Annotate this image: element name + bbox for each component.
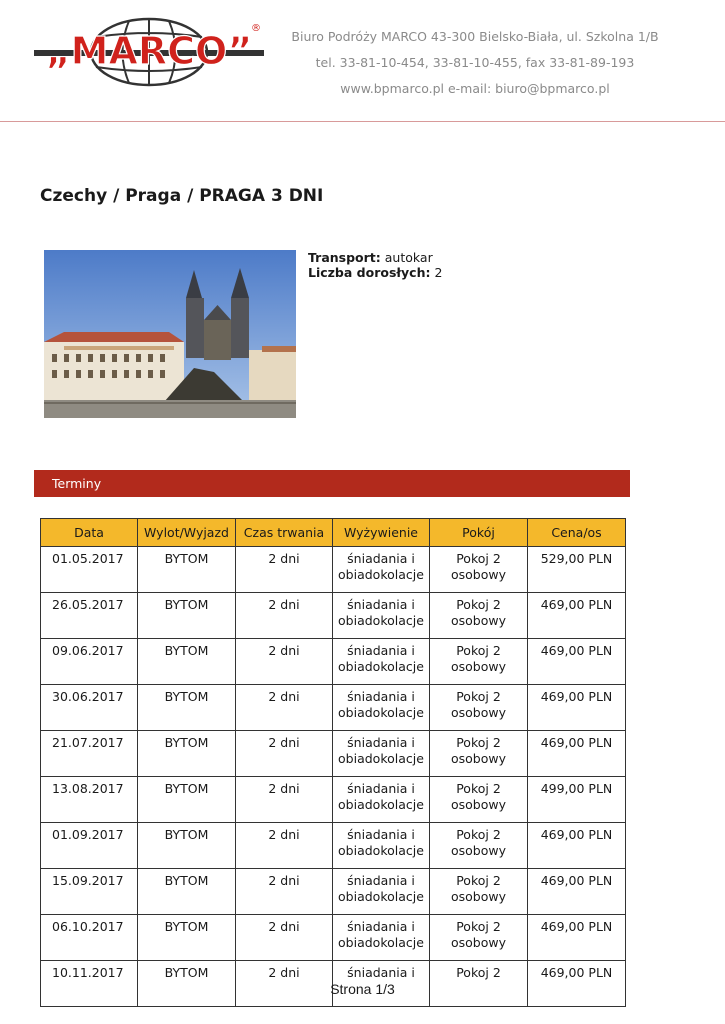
marco-logo xyxy=(34,17,264,87)
table-header-row xyxy=(41,519,626,547)
table-row xyxy=(41,593,626,639)
cell-meals: śniadania i obiadokolacje xyxy=(333,685,430,731)
cell-duration: 2 dni xyxy=(236,915,333,961)
cell-price: 469,00 PLN xyxy=(528,593,626,639)
cell-price: 529,00 PLN xyxy=(528,547,626,593)
cell-room: Pokoj 2 osobowy xyxy=(430,823,528,869)
cell-duration: 2 dni xyxy=(236,685,333,731)
cell-date: 10.11.2017 xyxy=(41,961,138,1007)
company-phone: tel. 33-81-10-454, 33-81-10-455, fax 33-81-89-193 xyxy=(315,55,635,70)
table-row xyxy=(41,547,626,593)
cell-date: 21.07.2017 xyxy=(41,731,138,777)
cell-departure: BYTOM xyxy=(138,685,236,731)
col-header-date: Data xyxy=(41,519,138,547)
cell-price: 469,00 PLN xyxy=(528,869,626,915)
adults-row xyxy=(308,265,442,280)
cell-price: 469,00 PLN xyxy=(528,961,626,1007)
cell-price: 469,00 PLN xyxy=(528,639,626,685)
page-header xyxy=(0,0,725,122)
cell-departure: BYTOM xyxy=(138,639,236,685)
table-body xyxy=(41,547,626,1007)
cell-duration: 2 dni xyxy=(236,777,333,823)
dates-table xyxy=(40,518,626,1007)
col-header-duration: Czas trwania xyxy=(236,519,333,547)
cell-room: Pokoj 2 osobowy xyxy=(430,915,528,961)
cell-room: Pokoj 2 xyxy=(430,961,528,1007)
cell-duration: 2 dni xyxy=(236,593,333,639)
table-row xyxy=(41,685,626,731)
transport-value: autokar xyxy=(384,250,433,265)
table-row xyxy=(41,731,626,777)
page-title: Czechy / Praga / PRAGA 3 DNI xyxy=(40,186,324,206)
adults-label: Liczba dorosłych: xyxy=(308,265,431,280)
cell-duration: 2 dni xyxy=(236,639,333,685)
cell-room: Pokoj 2 osobowy xyxy=(430,777,528,823)
cell-price: 469,00 PLN xyxy=(528,731,626,777)
col-header-room: Pokój xyxy=(430,519,528,547)
cell-date: 30.06.2017 xyxy=(41,685,138,731)
cell-departure: BYTOM xyxy=(138,869,236,915)
company-web-email: www.bpmarco.pl e-mail: biuro@bpmarco.pl xyxy=(340,81,610,96)
cell-duration: 2 dni xyxy=(236,869,333,915)
logo-text: „MARCO” xyxy=(45,29,253,73)
cell-departure: BYTOM xyxy=(138,915,236,961)
cell-date: 01.05.2017 xyxy=(41,547,138,593)
dates-table-container xyxy=(40,518,625,980)
cell-departure: BYTOM xyxy=(138,823,236,869)
cell-meals: śniadania i obiadokolacje xyxy=(333,915,430,961)
cell-departure: BYTOM xyxy=(138,547,236,593)
cell-date: 09.06.2017 xyxy=(41,639,138,685)
cell-meals: śniadania i obiadokolacje xyxy=(333,639,430,685)
cell-room: Pokoj 2 osobowy xyxy=(430,731,528,777)
cell-meals: śniadania i xyxy=(333,961,430,1007)
cell-price: 499,00 PLN xyxy=(528,777,626,823)
col-header-price: Cena/os xyxy=(528,519,626,547)
cell-date: 26.05.2017 xyxy=(41,593,138,639)
cell-price: 469,00 PLN xyxy=(528,823,626,869)
cell-room: Pokoj 2 osobowy xyxy=(430,547,528,593)
cell-duration: 2 dni xyxy=(236,961,333,1007)
table-row xyxy=(41,869,626,915)
cell-date: 13.08.2017 xyxy=(41,777,138,823)
cell-room: Pokoj 2 osobowy xyxy=(430,593,528,639)
page-number: Strona 1/3 xyxy=(330,981,395,997)
cell-departure: BYTOM xyxy=(138,777,236,823)
cell-duration: 2 dni xyxy=(236,823,333,869)
table-row xyxy=(41,915,626,961)
registered-mark: ® xyxy=(251,23,261,34)
transport-label: Transport: xyxy=(308,250,381,265)
transport-row xyxy=(308,250,442,265)
adults-value: 2 xyxy=(434,265,443,280)
cell-room: Pokoj 2 osobowy xyxy=(430,639,528,685)
section-header-terminy xyxy=(34,470,630,497)
cell-duration: 2 dni xyxy=(236,731,333,777)
col-header-meals: Wyżywienie xyxy=(333,519,430,547)
cell-date: 15.09.2017 xyxy=(41,869,138,915)
cell-price: 469,00 PLN xyxy=(528,685,626,731)
cell-price: 469,00 PLN xyxy=(528,915,626,961)
trip-details xyxy=(308,250,442,280)
section-label: Terminy xyxy=(52,476,102,491)
cell-departure: BYTOM xyxy=(138,593,236,639)
table-row xyxy=(41,639,626,685)
table-row xyxy=(41,777,626,823)
col-header-departure: Wylot/Wyjazd xyxy=(138,519,236,547)
cell-meals: śniadania i obiadokolacje xyxy=(333,731,430,777)
cell-meals: śniadania i obiadokolacje xyxy=(333,869,430,915)
cell-date: 06.10.2017 xyxy=(41,915,138,961)
cell-departure: BYTOM xyxy=(138,731,236,777)
cell-departure: BYTOM xyxy=(138,961,236,1007)
cell-room: Pokoj 2 osobowy xyxy=(430,685,528,731)
cell-duration: 2 dni xyxy=(236,547,333,593)
table-row xyxy=(41,823,626,869)
cell-meals: śniadania i obiadokolacje xyxy=(333,823,430,869)
cell-meals: śniadania i obiadokolacje xyxy=(333,593,430,639)
company-address: Biuro Podróży MARCO 43-300 Bielsko-Biała, ul. Szkolna 1/B xyxy=(291,29,659,44)
cell-meals: śniadania i obiadokolacje xyxy=(333,547,430,593)
cell-date: 01.09.2017 xyxy=(41,823,138,869)
cell-room: Pokoj 2 osobowy xyxy=(430,869,528,915)
cell-meals: śniadania i obiadokolacje xyxy=(333,777,430,823)
company-info xyxy=(270,24,680,102)
prague-photo xyxy=(44,250,296,418)
